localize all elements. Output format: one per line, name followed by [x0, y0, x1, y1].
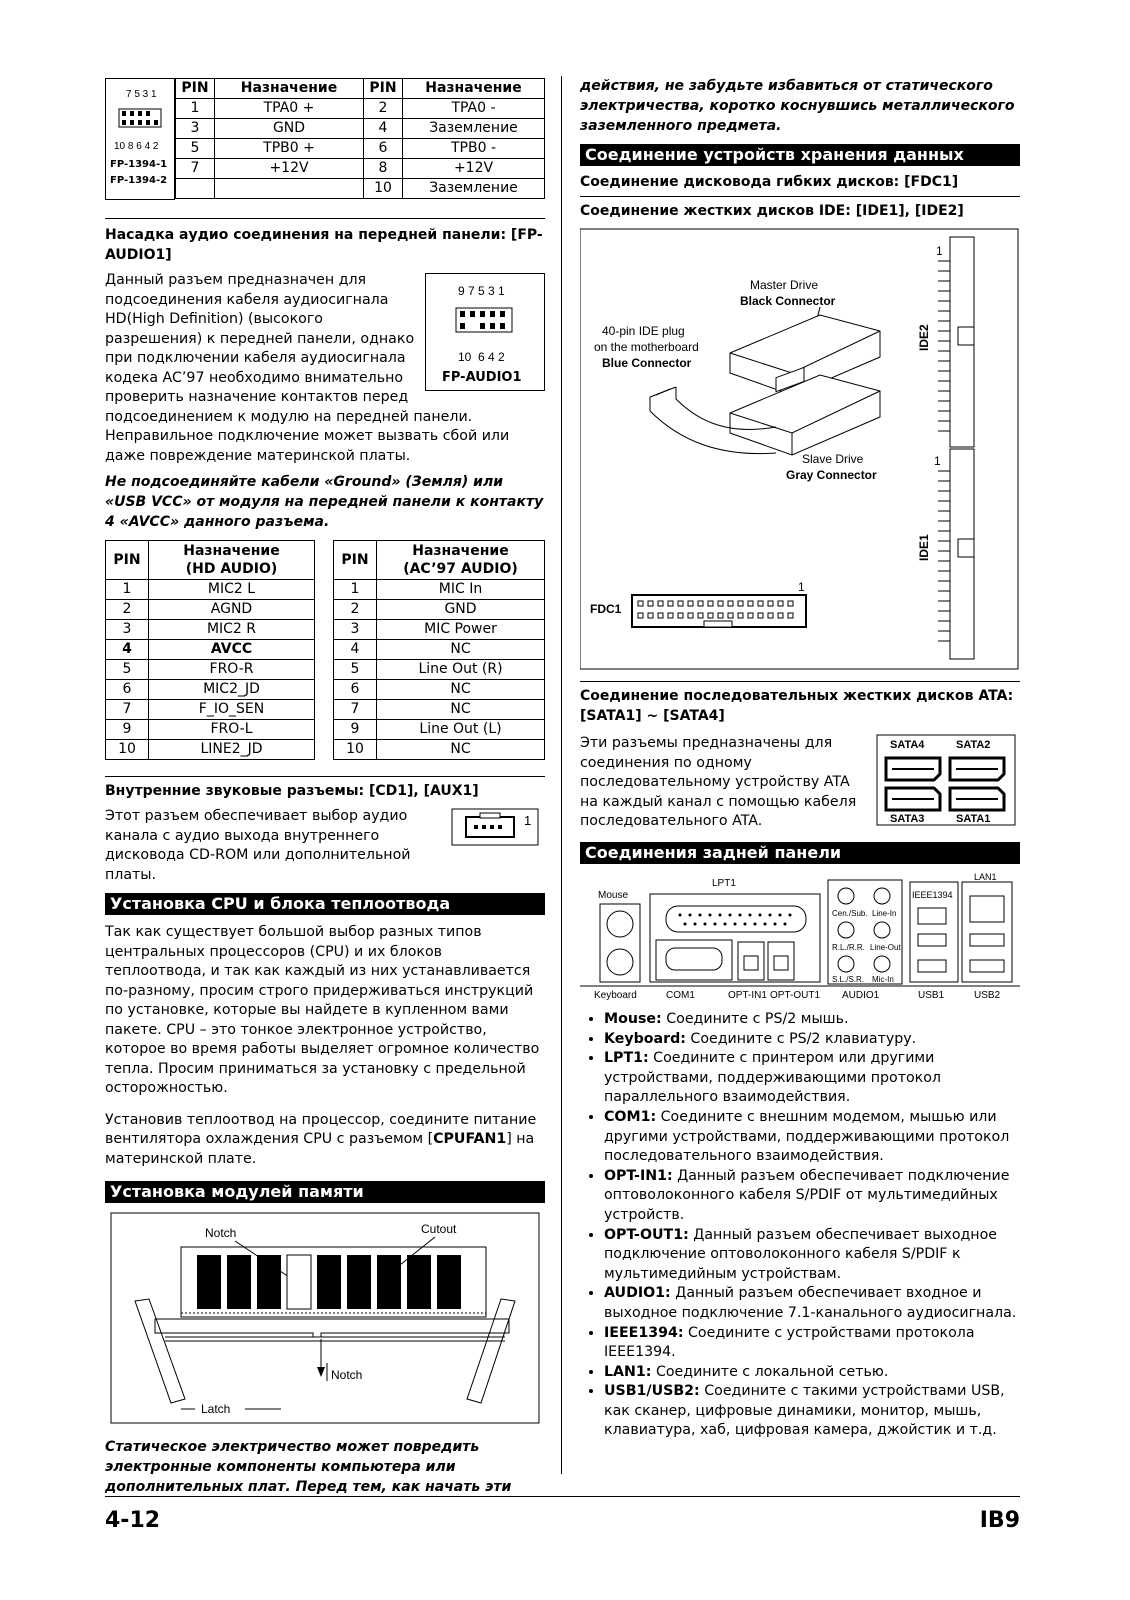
left-column — [105, 76, 545, 1497]
storage-connection-diagram — [580, 227, 1020, 671]
svg-text:Mic-In: Mic-In — [872, 975, 894, 984]
table-row: 10 NC — [334, 740, 545, 760]
svg-text:USB2: USB2 — [974, 990, 1001, 1001]
model-name: IB9 — [979, 1508, 1020, 1533]
svg-text:40-pin IDE plug: 40-pin IDE plug — [602, 324, 685, 338]
right-column — [580, 76, 1020, 1441]
svg-text:Slave Drive: Slave Drive — [802, 452, 864, 466]
svg-text:SATA4: SATA4 — [890, 739, 925, 751]
sata-body — [580, 734, 1020, 834]
fp-audio-heading: Насадка аудио соединения на передней панели: [FP-AUDIO1] — [105, 227, 543, 263]
fp-audio-warning: Не подсоединяйте кабели «Ground» (Земля) или «USB VCC» от модуля на передней панели к контакту 4 «AVCC» данного разъема. — [105, 474, 544, 530]
list-item: • Mouse: Соедините с PS/2 мышь. — [604, 1010, 1020, 1030]
svg-text:Cen./Sub.: Cen./Sub. — [832, 909, 868, 918]
fp-audio-body — [105, 271, 545, 466]
cpu-paragraph-2: Установив теплоотвод на процессор, соедините питание вентилятора охлаждения CPU с разъемом [CPUFAN1] на материнской плате. — [105, 1111, 537, 1167]
footer-rule — [105, 1496, 1020, 1497]
table-header: PIN — [364, 79, 403, 99]
cd-paragraph: Этот разъем обеспечивает выбор аудио канала с аудио выхода внутреннего дисковода CD-ROM или дополнительной платы. — [105, 808, 411, 883]
rear-panel-list — [580, 1010, 1020, 1441]
rear-panel-diagram — [580, 872, 1020, 1002]
storage-section-title: Соединение устройств хранения данных — [580, 144, 1020, 166]
svg-text:COM1: COM1 — [666, 990, 695, 1001]
svg-text:IEEE1394: IEEE1394 — [912, 890, 953, 900]
sata-paragraph: Эти разъемы предназначены для соединения по одному последовательному устройству ATA на каждый канал с помощью кабеля последовательного ATA. — [580, 735, 857, 829]
table-row: 7 +12V 8 +12V — [176, 159, 545, 179]
svg-text:Line-Out: Line-Out — [870, 943, 901, 952]
fp-audio-pins-bottom: 10 6 4 2 — [458, 350, 505, 364]
fp-audio-label: FP-AUDIO1 — [442, 370, 522, 385]
sata-diagram — [876, 734, 1016, 826]
divider — [105, 218, 545, 219]
svg-text:Keyboard: Keyboard — [594, 990, 637, 1001]
table-row: 10 Заземление — [176, 179, 545, 199]
svg-text:1: 1 — [936, 244, 943, 258]
svg-text:Latch: Latch — [201, 1402, 231, 1416]
table-row: 7 F_IO_SEN — [106, 700, 315, 720]
fp-audio-diagram — [425, 273, 545, 391]
table-header: Назначение — [215, 79, 364, 99]
svg-text:R.L./R.R.: R.L./R.R. — [832, 943, 865, 952]
table-row: 5 FRO-R — [106, 660, 315, 680]
fp1394-label-1: FP-1394-1 — [110, 159, 168, 170]
svg-text:Line-In: Line-In — [872, 909, 897, 918]
table-row: 1 TPA0 + 2 TPA0 - — [176, 99, 545, 119]
svg-text:S.L./S.R.: S.L./S.R. — [832, 975, 865, 984]
svg-text:SATA1: SATA1 — [956, 813, 991, 825]
sata-heading: Соединение последовательных жестких дисков ATA: [SATA1] ~ [SATA4] — [580, 688, 1014, 724]
fp-audio-paragraph: Данный разъем предназначен для подсоединения кабеля аудиосигнала HD(High Definition) (высокого разрешения) к передней панели, однако при подключении кабеля аудиосигнала кодека AC’97 необходимо внимательно проверить назначение контактов перед подсоединением к модулю на передней панели. Неправильное подключение может вызвать сбой или даже повреждение материнской платы. — [105, 272, 510, 464]
cpu-section-title: Установка CPU и блока теплоотвода — [105, 893, 545, 915]
table-row: 3 MIC2 R — [106, 620, 315, 640]
table-row: 4 AVCC — [106, 640, 315, 660]
list-item: • LAN1: Соедините с локальной сетью. — [604, 1363, 1020, 1383]
fp1394-block — [105, 76, 545, 200]
table-row: 9 Line Out (L) — [334, 720, 545, 740]
cd-heading: Внутренние звуковые разъемы: [CD1], [AUX1] — [105, 783, 479, 799]
list-item: • LPT1: Соедините с принтером или другими устройствами, поддерживающими протокол параллельного взаимодействия. — [604, 1049, 1020, 1108]
svg-text:Notch: Notch — [205, 1226, 237, 1240]
fp-audio-pin-header — [426, 302, 544, 342]
list-item: • USB1/USB2: Соедините с такими устройствами USB, как сканер, цифровые динамики, монитор, мышь, клавиатура, хаб, цифровая камера, джойстик и т.д. — [604, 1382, 1020, 1441]
fp1394-pins-top: 7 5 3 1 — [126, 89, 157, 100]
svg-text:SATA2: SATA2 — [956, 739, 991, 751]
table-row: 7 NC — [334, 700, 545, 720]
divider — [105, 776, 545, 777]
table-row: 2 AGND — [106, 600, 315, 620]
static-warning: Статическое электричество может повредить электронные компоненты компьютера или дополнительных плат. Перед тем, как начать эти — [105, 1439, 512, 1495]
svg-text:Cutout: Cutout — [421, 1222, 457, 1236]
table-row: 5 Line Out (R) — [334, 660, 545, 680]
table-row: 3 MIC Power — [334, 620, 545, 640]
svg-text:SATA3: SATA3 — [890, 813, 925, 825]
list-item: • OPT-OUT1: Данный разъем обеспечивает выходное подключение оптоволоконного кабеля S/PDIF к мультимедийным устройствам. — [604, 1226, 1020, 1285]
svg-text:FDC1: FDC1 — [590, 602, 622, 616]
memory-section-title: Установка модулей памяти — [105, 1181, 545, 1203]
cd-body — [105, 807, 545, 889]
divider — [580, 681, 1020, 682]
svg-text:Black Connector: Black Connector — [740, 294, 836, 308]
svg-text:OPT-IN1: OPT-IN1 — [728, 990, 767, 1001]
column-rule — [561, 76, 562, 1474]
table-row: 2 GND — [334, 600, 545, 620]
svg-text:USB1: USB1 — [918, 990, 945, 1001]
cpu-paragraph-1: Так как существует большой выбор разных типов центральных процессоров (CPU) и их блоков теплоотвода, и так как каждый из них устанавливается по-разному, просим строго придерживаться инструкций по установке, которые вы найдете в купленном вами пакете. CPU – это тонкое электронное устройство, которое во время работы выделяет огромное количество тепла. Просим приниматься за установку с предельной осторожностью. — [105, 924, 540, 1096]
svg-text:1: 1 — [798, 580, 805, 594]
fdc-heading: Соединение дисковода гибких дисков: [FDC1] — [580, 174, 959, 190]
table-row: 6 MIC2_JD — [106, 680, 315, 700]
svg-text:AUDIO1: AUDIO1 — [842, 990, 880, 1001]
table-header: Назначение — [403, 79, 545, 99]
fp1394-pin-header — [106, 105, 174, 135]
svg-text:Master Drive: Master Drive — [750, 278, 819, 292]
page-number: 4-12 — [105, 1508, 161, 1533]
table-row: 1 MIC2 L — [106, 580, 315, 600]
list-item: • OPT-IN1: Данный разъем обеспечивает подключение оптоволоконного кабеля S/PDIF от мультимедийных устройств. — [604, 1167, 1020, 1226]
svg-text:Notch: Notch — [331, 1368, 363, 1382]
cd-pin-label: 1 — [524, 813, 532, 828]
cd-connector-diagram — [450, 807, 540, 847]
svg-text:Blue Connector: Blue Connector — [602, 356, 692, 370]
table-row: 9 FRO-L — [106, 720, 315, 740]
table-header: PIN — [176, 79, 215, 99]
table-row: 5 TPB0 + 6 TPB0 - — [176, 139, 545, 159]
table-row: 10 LINE2_JD — [106, 740, 315, 760]
audio-pin-tables — [105, 540, 545, 766]
fp1394-pins-bottom: 10 8 6 4 2 — [114, 141, 159, 152]
list-item: • AUDIO1: Данный разъем обеспечивает входное и выходное подключение 7.1-канального аудиосигнала. — [604, 1284, 1020, 1323]
svg-text:OPT-OUT1: OPT-OUT1 — [770, 990, 821, 1001]
fp-audio-pins-top: 9 7 5 3 1 — [458, 284, 505, 298]
hd-audio-table: PIN Назначение (HD AUDIO) 1 MIC2 L 2 AGND 3 MIC2 R 4 AVCC 5 FRO-R 6 MIC2_JD 7 F_IO_SEN 9 FRO-L 10 LINE2_JD — [105, 540, 315, 760]
svg-text:1: 1 — [934, 454, 941, 468]
table-row: 6 NC — [334, 680, 545, 700]
fp1394-table — [175, 78, 545, 199]
svg-text:LAN1: LAN1 — [974, 872, 997, 882]
svg-text:on the motherboard: on the motherboard — [594, 340, 699, 354]
svg-text:LPT1: LPT1 — [712, 878, 736, 889]
svg-text:IDE2: IDE2 — [917, 324, 931, 351]
divider — [580, 196, 1020, 197]
rear-panel-section-title: Соединения задней панели — [580, 842, 1020, 864]
svg-text:Gray Connector: Gray Connector — [786, 468, 877, 482]
list-item: • COM1: Соедините с внешним модемом, мышью или другими устройствами, поддерживающими протокол последовательного взаимодействия. — [604, 1108, 1020, 1167]
fp1394-diagram — [105, 78, 175, 200]
svg-text:IDE1: IDE1 — [917, 534, 931, 561]
list-item: • IEEE1394: Соедините с устройствами протокола IEEE1394. — [604, 1324, 1020, 1363]
table-row: 1 MIC In — [334, 580, 545, 600]
svg-text:Mouse: Mouse — [598, 890, 629, 901]
static-warning-continued: действия, не забудьте избавиться от статического электричества, коротко коснувшись металлического заземленного предмета. — [580, 78, 1015, 134]
table-row: 4 NC — [334, 640, 545, 660]
memory-install-diagram — [105, 1211, 545, 1425]
ide-heading: Соединение жестких дисков IDE: [IDE1], [IDE2] — [580, 203, 964, 219]
fp1394-label-2: FP-1394-2 — [110, 175, 168, 186]
table-row: 3 GND 4 Заземление — [176, 119, 545, 139]
ac97-audio-table: PIN Назначение (AC’97 AUDIO) 1 MIC In 2 GND 3 MIC Power 4 NC 5 Line Out (R) 6 NC 7 NC 9 Line Out (L) 10 NC — [333, 540, 545, 760]
list-item: • Keyboard: Соедините с PS/2 клавиатуру. — [604, 1030, 1020, 1050]
